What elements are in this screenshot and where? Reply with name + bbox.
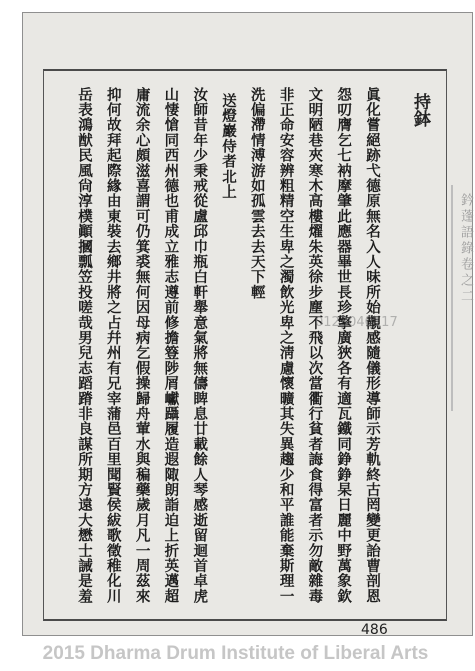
page-number: 486 — [361, 622, 388, 638]
text-column: 汝師昔年少秉戒從盧邱巾瓶白軒舉意氣將無儔睥息廿載餘人琴感逝留迴首卓虎 — [191, 87, 209, 604]
book-page — [22, 12, 473, 636]
text-columns — [73, 87, 383, 607]
text-column: 岳表鴻猷民風尙淳樸顚摑瓢笠投嗟哉男兒志蹈蹐非良謀所期方遠大懋士誡是羞 — [76, 87, 93, 604]
text-column: 抑何故拜起際緣由東裝去鄉井將之占幷州有兄宰蒲邑百里聞賢侯紱歌徵稚化川 — [104, 87, 122, 604]
text-column: 非正命安容辨粗精空生卑之濁飲光卑之淸慮懷曠其失異趨少和平誰能棄斯理一 — [277, 87, 295, 604]
fore-edge-title: 鈐蓬語錄卷之二 — [458, 193, 473, 305]
poem-title: 送燈巖侍者北上 — [219, 93, 237, 200]
institution-watermark: 2015 Dharma Drum Institute of Liberal Arts — [42, 643, 429, 664]
text-column: 文明陋巷夾寒木高樓燿朱英徐步塵不飛以次當衢行貧者誨食得富者示勿敵雜毒 — [306, 87, 324, 604]
text-column: 洗偏滯情溥游如孤雲去去天下輕 — [248, 87, 266, 300]
text-column: 怨叨膺乞七衲摩肇此應器畢世長珍擎廣狹各有適瓦鐵同錚錚杲日麗中野萬象欽 — [335, 87, 353, 604]
scan-watermark-code: 0123040117 — [315, 315, 398, 330]
text-column: 山悽愴同西州德也甫成立雅志遵前修擔簦陟屑巘躡履造遐陬朗詣迫上折英邁超 — [162, 87, 180, 604]
text-column: 庸流余心頗滋喜謂可仍箕裘無何因母病乞假操歸舟葷水與稨藥歲月凡一周茲來 — [133, 87, 151, 604]
fore-edge-bar — [451, 185, 453, 411]
text-column: 眞化嘗絕跡弋德原無名入人味所始覯感隨儀形導師示芳軌終古罔變更詒曹剖恩 — [363, 87, 381, 604]
section-heading: 持鉢 — [410, 93, 430, 127]
